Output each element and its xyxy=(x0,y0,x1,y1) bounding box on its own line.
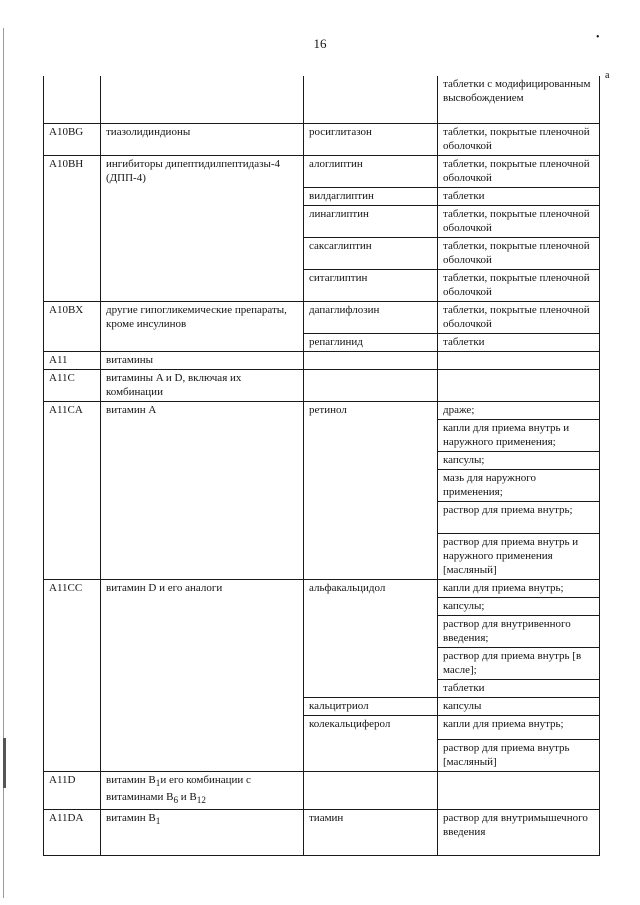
dosage-form-cell xyxy=(438,370,600,402)
dosage-form-cell: таблетки, покрытые пленочной оболочкой xyxy=(438,156,600,188)
page-number: 16 xyxy=(313,36,327,51)
dosage-form-cell: капли для приема внутрь и наружного применения; xyxy=(438,420,600,452)
table-row xyxy=(44,352,600,370)
group-text: витамин B xyxy=(106,812,156,825)
group-cell: другие гипогликемические препараты, кроме инсулинов xyxy=(101,302,304,352)
dosage-form-cell: капли для приема внутрь; xyxy=(438,716,600,740)
medicine-cell xyxy=(304,76,438,124)
dosage-form-cell: таблетки, покрытые пленочной оболочкой xyxy=(438,238,600,270)
dosage-form-cell: раствор для приема внутрь; xyxy=(438,502,600,534)
dosage-form-cell: капсулы; xyxy=(438,452,600,470)
subscript: 1 xyxy=(155,778,161,789)
dosage-form-cell: таблетки, покрытые пленочной оболочкой xyxy=(438,124,600,156)
dosage-form-cell: таблетки, покрытые пленочной оболочкой xyxy=(438,206,600,238)
group-cell: витамин D и его аналоги xyxy=(101,580,304,772)
atc-code-cell: A11C xyxy=(44,370,101,402)
dosage-form-cell: таблетки xyxy=(438,188,600,206)
atc-code-cell: A11CC xyxy=(44,580,101,772)
dosage-form-cell: таблетки с модифицированным высвобождением xyxy=(438,76,600,124)
binder-mark xyxy=(3,738,6,788)
medicine-cell: саксаглиптин xyxy=(304,238,438,270)
medicine-cell: репаглинид xyxy=(304,334,438,352)
table-row xyxy=(44,810,600,856)
group-text: и B xyxy=(178,791,197,804)
medicine-cell: алоглиптин xyxy=(304,156,438,188)
medicine-cell: ретинол xyxy=(304,402,438,580)
group-cell: витамины A и D, включая их комбинации xyxy=(101,370,304,402)
dosage-form-cell xyxy=(438,772,600,810)
dosage-form-cell: таблетки xyxy=(438,334,600,352)
drug-registry-table xyxy=(43,76,600,856)
medicine-cell: вилдаглиптин xyxy=(304,188,438,206)
table-row xyxy=(44,772,600,810)
medicine-cell: кальцитриол xyxy=(304,698,438,716)
atc-code-cell: A11CA xyxy=(44,402,101,580)
table-row xyxy=(44,402,600,420)
table-row xyxy=(44,124,600,156)
dosage-form-cell: капсулы; xyxy=(438,598,600,616)
table-row xyxy=(44,580,600,598)
atc-code-cell: A10BG xyxy=(44,124,101,156)
medicine-cell xyxy=(304,352,438,370)
dosage-form-cell: мазь для наружного применения; xyxy=(438,470,600,502)
scan-speck: a xyxy=(605,70,610,81)
table-row xyxy=(44,156,600,188)
medicine-cell: линаглиптин xyxy=(304,206,438,238)
medicine-cell: ситаглиптин xyxy=(304,270,438,302)
atc-code-cell: A10BX xyxy=(44,302,101,352)
atc-code-cell: A11DA xyxy=(44,810,101,856)
dosage-form-cell: раствор для приема внутрь [в масле]; xyxy=(438,648,600,680)
subscript: 1 xyxy=(155,816,161,827)
dosage-form-cell xyxy=(438,352,600,370)
dosage-form-cell: капсулы xyxy=(438,698,600,716)
dosage-form-cell: таблетки xyxy=(438,680,600,698)
dosage-form-cell: таблетки, покрытые пленочной оболочкой xyxy=(438,270,600,302)
dosage-form-cell: драже; xyxy=(438,402,600,420)
subscript: 12 xyxy=(196,795,206,806)
medicine-cell: альфакальцидол xyxy=(304,580,438,698)
table-row xyxy=(44,370,600,402)
dosage-form-cell: раствор для приема внутрь и наружного применения [масляный] xyxy=(438,534,600,580)
atc-code-cell: A10BH xyxy=(44,156,101,302)
group-cell xyxy=(101,76,304,124)
medicine-cell: тиамин xyxy=(304,810,438,856)
group-text: витамин B xyxy=(106,774,156,786)
medicine-cell: колекальциферол xyxy=(304,716,438,772)
dosage-form-cell: таблетки, покрытые пленочной оболочкой xyxy=(438,302,600,334)
group-cell: ингибиторы дипептидилпептидазы-4 (ДПП-4) xyxy=(101,156,304,302)
dosage-form-cell: капли для приема внутрь; xyxy=(438,580,600,598)
atc-code-cell xyxy=(44,76,101,124)
group-cell xyxy=(101,810,304,856)
medicine-cell xyxy=(304,370,438,402)
dosage-form-cell: раствор для внутривенного введения; xyxy=(438,616,600,648)
dosage-form-cell: раствор для приема внутрь [масляный] xyxy=(438,740,600,772)
atc-code-cell: A11 xyxy=(44,352,101,370)
atc-code-cell: A11D xyxy=(44,772,101,810)
medicine-cell: дапаглифлозин xyxy=(304,302,438,334)
table-row xyxy=(44,76,600,124)
group-cell: витамин А xyxy=(101,402,304,580)
scan-speck: • xyxy=(596,32,600,43)
medicine-cell xyxy=(304,772,438,810)
group-cell: тиазолидиндионы xyxy=(101,124,304,156)
dosage-form-cell: раствор для внутримышечного введения xyxy=(438,810,600,856)
group-cell: витамины xyxy=(101,352,304,370)
group-text: и его комбинации с витаминами B xyxy=(106,774,251,804)
subscript: 6 xyxy=(173,795,179,806)
table-row xyxy=(44,302,600,334)
medicine-cell: росиглитазон xyxy=(304,124,438,156)
group-cell xyxy=(101,772,304,810)
